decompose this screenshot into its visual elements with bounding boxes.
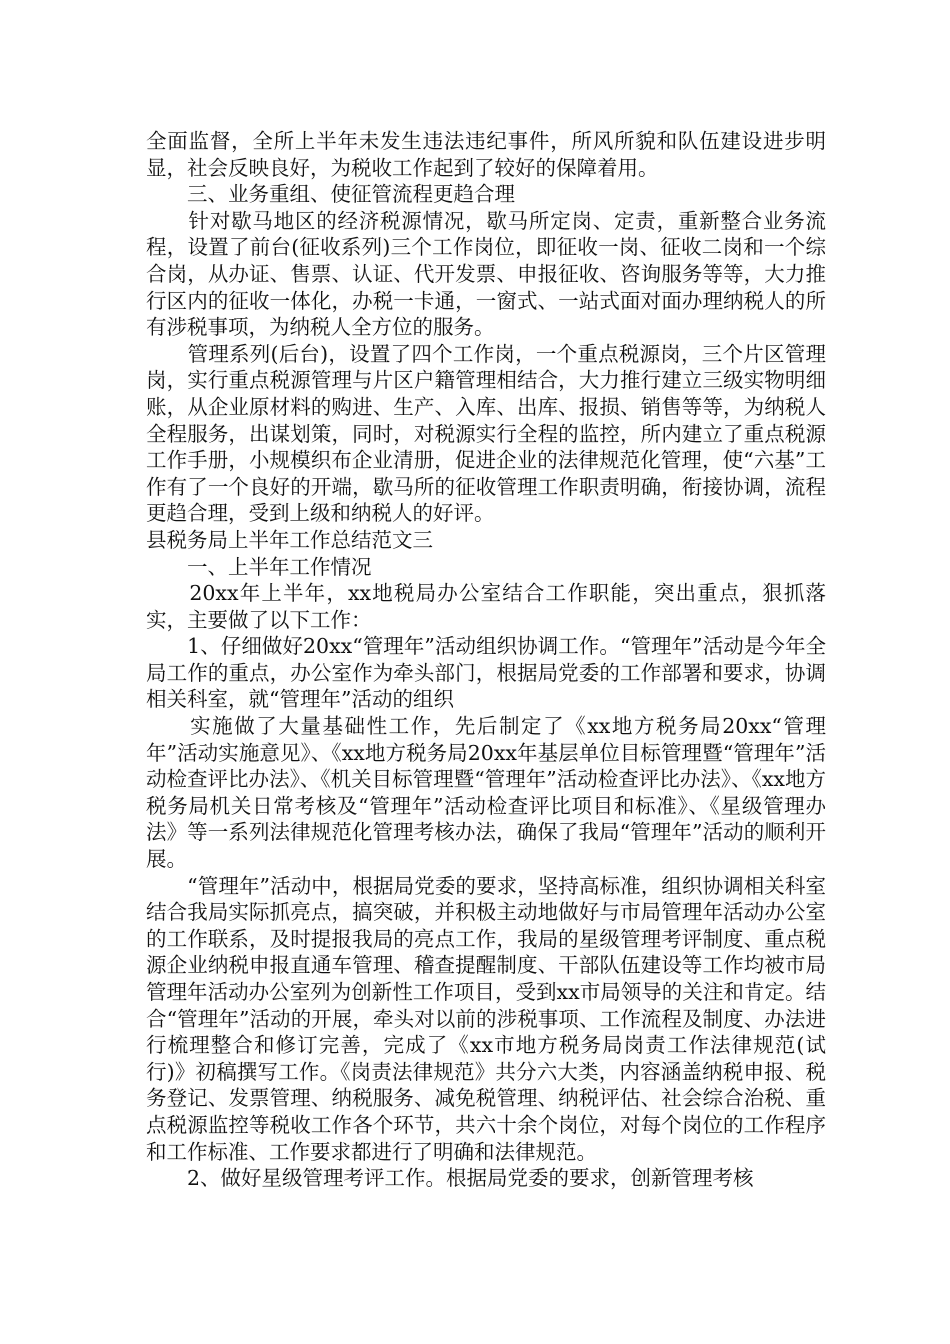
paragraph: 全面监督，全所上半年未发生违法违纪事件，所风所貌和队伍建设进步明显，社会反映良好，为税收工作起到了较好的保障着用。: [146, 129, 826, 180]
paragraph: 1、仔细做好20xx“管理年”活动组织协调工作。“管理年”活动是今年全局工作的重点，办公室作为牵头部门，根据局党委的工作部署和要求，协调相关科室，就“管理年”活动的组织: [146, 634, 826, 712]
paragraph: 管理系列(后台)，设置了四个工作岗，一个重点税源岗，三个片区管理岗，实行重点税源管理与片区户籍管理相结合，大力推行建立三级实物明细账，从企业原材料的购进、生产、入库、出库、报损、销售等等，为纳税人全程服务，出谋划策，同时，对税源实行全程的监控，所内建立了重点税源工作手册，小规模织布企业清册，促进企业的法律规范化管理，使“六基”工作有了一个良好的开端，歇马所的征收管理工作职责明确，衔接协调，流程更趋合理，受到上级和纳税人的好评。: [146, 341, 826, 526]
document-title: 县税务局上半年工作总结范文三: [146, 527, 433, 552]
paragraph: 针对歇马地区的经济税源情况，歇马所定岗、定责，重新整合业务流程，设置了前台(征收系列)三个工作岗位，即征收一岗、征收二岗和一个综合岗，从办证、售票、认证、代开发票、申报征收、咨询服务等等，大力推行区内的征收一体化，办税一卡通，一窗式、一站式面对面办理纳税人的所有涉税事项，为纳税人全方位的服务。: [146, 208, 826, 340]
section-heading: 三、业务重组、使征管流程更趋合理: [146, 182, 515, 207]
section-heading: 一、上半年工作情况: [146, 554, 372, 579]
paragraph: 20xx年上半年，xx地税局办公室结合工作职能，突出重点，狠抓落实，主要做了以下工作：: [146, 581, 826, 632]
paragraph: 实施做了大量基础性工作，先后制定了《xx地方税务局20xx“管理年”活动实施意见》、《xx地方税务局20xx年基层单位目标管理暨“管理年”活动检查评比办法》、《机关目标管理暨“管理年”活动检查评比办法》、《xx地方税务局机关日常考核及“管理年”活动检查评比项目和标准》、《星级管理办法》等一系列法律规范化管理考核办法，确保了我局“管理年”活动的顺利开展。: [146, 714, 826, 872]
paragraph: 2、做好星级管理考评工作。根据局党委的要求，创新管理考核: [146, 1166, 754, 1191]
document-body: [146, 128, 826, 1192]
paragraph: “管理年”活动中，根据局党委的要求，坚持高标准，组织协调相关科室结合我局实际抓亮点，搞突破，并积极主动地做好与市局管理年活动办公室的工作联系，及时提报我局的亮点工作，我局的星级管理考评制度、重点税源企业纳税申报直通车管理、稽查提醒制度、干部队伍建设等工作均被市局管理年活动办公室列为创新性工作项目，受到xx市局领导的关注和肯定。结合“管理年”活动的开展，牵头对以前的涉税事项、工作流程及制度、办法进行梳理整合和修订完善，完成了《xx市地方税务局岗责工作法律规范(试行)》初稿撰写工作。《岗责法律规范》共分六大类，内容涵盖纳税申报、税务登记、发票管理、纳税服务、减免税管理、纳税评估、社会综合治税、重点税源监控等税收工作各个环节，共六十余个岗位，对每个岗位的工作程序和工作标准、工作要求都进行了明确和法律规范。: [146, 873, 826, 1164]
